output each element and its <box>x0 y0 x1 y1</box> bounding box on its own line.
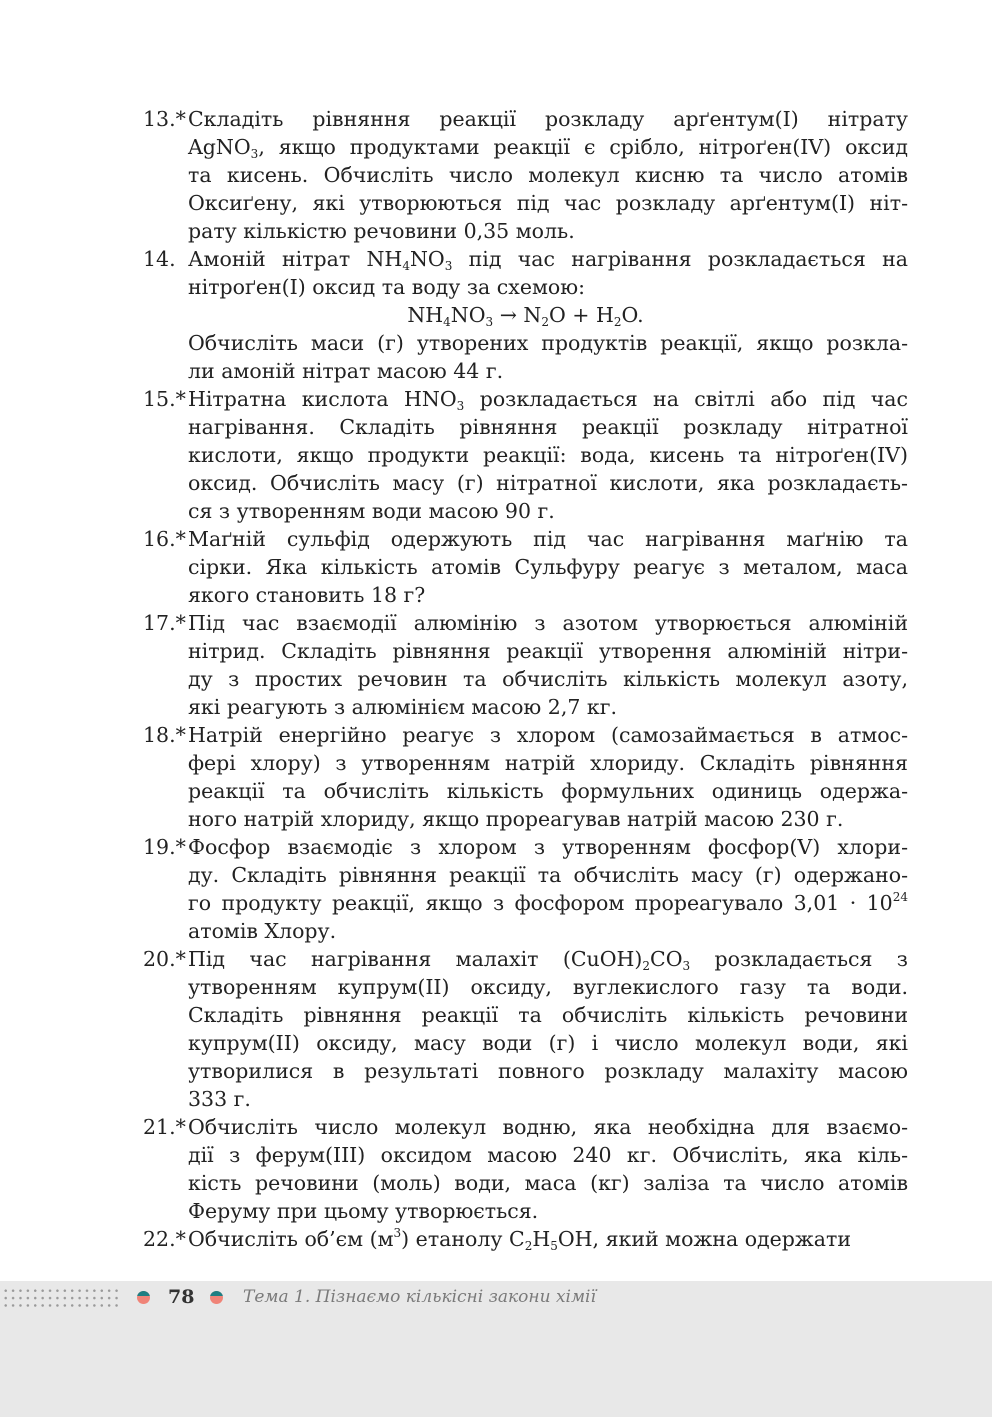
problem-text-line: Амоній нітрат $NH_4NO_3$ під час нагрівання розкладається на <box>188 247 908 273</box>
problem-number: 14. <box>143 247 176 271</box>
problem-text-line: кислоти, якщо продукти реакції: вода, кисень та нітроґен(IV) <box>188 443 908 467</box>
problem-text-line: Оксиґену, які утворюються під час розкладу арґентум(I) ніт- <box>188 191 908 215</box>
problem-item <box>143 385 908 525</box>
equation: $NH_4NO_3 \to N_2O + H_2O$. <box>407 303 644 329</box>
problem-number: 21.* <box>143 1115 186 1139</box>
problem-text-line: рату кількістю речовини 0,35 моль. <box>188 219 575 243</box>
problem-text-line: ли амоній нітрат масою 44 г. <box>188 359 504 383</box>
problem-text-line: сірки. Яка кількість атомів Сульфуру реагує з металом, маса <box>188 555 908 579</box>
decorative-dots <box>2 1287 120 1311</box>
problem-text-line: Натрій енергійно реагує з хлором (самозаймається в атмос- <box>188 723 908 747</box>
problem-text-line: Маґній сульфід одержують під час нагрівання маґнію та <box>188 527 908 551</box>
topic-title: Тема 1. Пізнаємо кількісні закони хімії <box>243 1287 596 1307</box>
problem-text-line: Під час нагрівання малахіт $(CuOH)_2CO_3$ розкладається з <box>188 947 908 973</box>
problem-item <box>143 1225 908 1253</box>
problem-text-line: реакції та обчисліть кількість формульних одиниць одержа- <box>188 779 908 803</box>
problem-text-line: ного натрій хлориду, якщо прореагував натрій масою 230 г. <box>188 807 844 831</box>
problem-item <box>143 721 908 833</box>
problem-text-line: нагрівання. Складіть рівняння реакції розкладу нітратної <box>188 415 908 439</box>
problem-text-line: AgNO$_3$, якщо продуктами реакції є срібло, нітроґен(IV) оксид <box>188 135 908 161</box>
problem-text-line: нітрид. Складіть рівняння реакції утворення алюміній нітри- <box>188 639 908 663</box>
problem-number: 22.* <box>143 1227 186 1251</box>
problem-text-line: Обчисліть маси (г) утворених продуктів реакції, якщо розкла- <box>188 331 908 355</box>
problem-text-line: Складіть рівняння реакції та обчисліть кількість речовини <box>188 1003 908 1027</box>
problem-text-line: ду. Складіть рівняння реакції та обчисліть масу (г) одержано- <box>188 863 908 887</box>
problem-item <box>143 105 908 245</box>
problem-text-line: та кисень. Обчисліть число молекул кисню та число атомів <box>188 163 908 187</box>
problem-item <box>143 609 908 721</box>
problem-number: 17.* <box>143 611 186 635</box>
problem-item <box>143 1113 908 1225</box>
problem-text-line: утворилися в результаті повного розкладу малахіту масою <box>188 1059 908 1083</box>
problem-text-line: ся з утворенням води масою 90 г. <box>188 499 555 523</box>
problem-number: 19.* <box>143 835 186 859</box>
page-number: 78 <box>168 1286 195 1308</box>
problem-item <box>143 945 908 1113</box>
bullet-icon <box>137 1291 150 1304</box>
problem-text-line: 333 г. <box>188 1087 251 1111</box>
problem-text-line: які реагують з алюмінієм масою 2,7 кг. <box>188 695 617 719</box>
problem-text-line: Нітратна кислота $HNO_3$ розкладається на світлі або під час <box>188 387 909 413</box>
problem-text-line: фері хлору) з утворенням натрій хлориду. Складіть рівняння <box>188 751 908 775</box>
problem-text-line: утворенням купрум(II) оксиду, вуглекислого газу та води. <box>188 975 908 999</box>
problem-text-line: Фосфор взаємодіє з хлором з утворенням фосфор(V) хлори- <box>188 835 908 859</box>
problem-text-line: ду з простих речовин та обчисліть кількість молекул азоту, <box>188 667 908 691</box>
problem-number: 15.* <box>143 387 186 411</box>
problem-item <box>143 245 908 385</box>
problem-number: 13.* <box>143 107 186 131</box>
problem-text-line: Під час взаємодії алюмінію з азотом утворюється алюміній <box>188 611 908 635</box>
problem-number: 16.* <box>143 527 186 551</box>
problem-text-line: оксид. Обчисліть масу (г) нітратної кислоти, яка розкладаєть- <box>188 471 908 495</box>
problem-item <box>143 833 908 945</box>
problem-text-line: купрум(II) оксиду, масу води (г) і число молекул води, які <box>188 1031 908 1055</box>
problem-number: 20.* <box>143 947 186 971</box>
problem-item <box>143 525 908 609</box>
problem-list <box>143 105 908 1253</box>
problem-text-line: кість речовини (моль) води, маса (кг) заліза та число атомів <box>188 1171 908 1195</box>
problem-text-line: нітроґен(I) оксид та воду за схемою: <box>188 275 586 299</box>
problem-text-line: Складіть рівняння реакції розкладу арґентум(I) нітрату <box>188 107 908 131</box>
problem-text-line: Феруму при цьому утворюється. <box>188 1199 539 1223</box>
problem-text-line: го продукту реакції, якщо з фосфором прореагувало $3,01 \cdot 10^{24}$ <box>188 890 908 915</box>
problem-text-line: дії з ферум(III) оксидом масою 240 кг. Обчисліть, яка кіль- <box>188 1143 908 1167</box>
problem-text-line: атомів Хлору. <box>188 919 337 943</box>
problem-number: 18.* <box>143 723 186 747</box>
problem-text-line: якого становить 18 г? <box>188 583 426 607</box>
problem-text-line: Обчисліть об’єм $(м^3)$ етанолу $C_2H_5OH$, який можна одержати <box>188 1226 852 1253</box>
problem-text-line: Обчисліть число молекул водню, яка необхідна для взаємо- <box>188 1115 908 1139</box>
bullet-icon <box>210 1291 223 1304</box>
